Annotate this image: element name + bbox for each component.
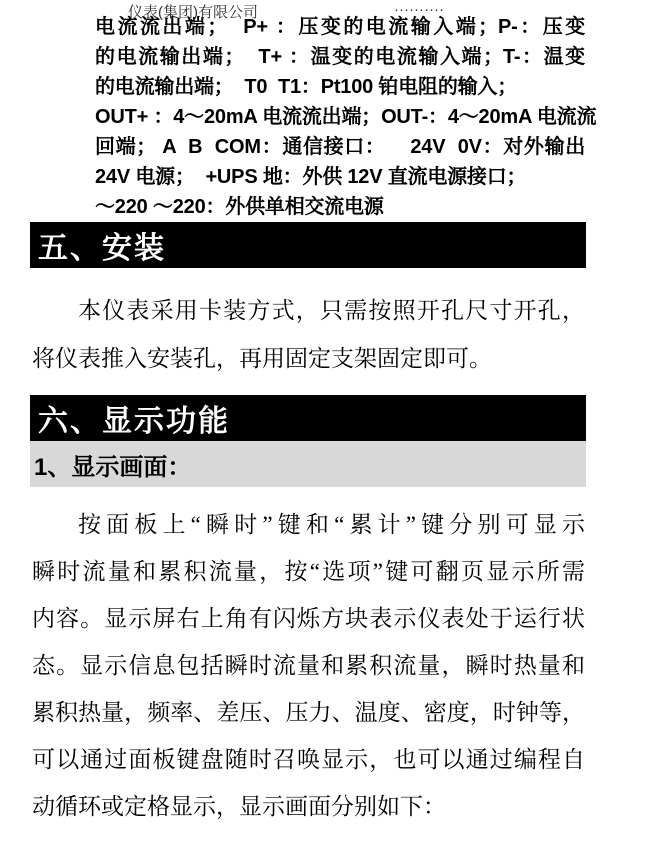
- body-line: 本仪表采用卡装方式，只需按照开孔尺寸开孔，: [78, 298, 585, 323]
- page-top-clipped-line: [128, 1, 444, 21]
- section-display-header: [30, 395, 586, 441]
- company-number-fragment: ··········: [394, 1, 444, 18]
- terminal-line: 的电流输出端； T0 T1：Pt100 铂电阻的输入；: [95, 76, 518, 98]
- terminal-line: 电流流出端； P+ ：压变的电流输入端；P-：压变: [95, 16, 585, 38]
- terminal-line: 回端； A B COM：通信接口： 24V 0V：对外输出: [95, 136, 585, 158]
- display-screen-subtitle: 1、显示画面：: [34, 453, 192, 481]
- section-display-title: 六、显示功能: [38, 405, 230, 438]
- body-line: 累积热量，频率、差压、压力、温度、密度，时钟等，: [32, 700, 585, 725]
- terminal-line: 的电流输出端； T+ ：温变的电流输入端；T-：温变: [95, 46, 585, 68]
- body-line: 瞬时流量和累积流量，按“选项”键可翻页显示所需: [32, 559, 585, 584]
- display-screen-subheader: [30, 441, 586, 487]
- install-paragraph: [32, 287, 585, 383]
- terminal-line: OUT+ ：4～20mA 电流流出端；OUT-：4～20mA 电流流: [95, 106, 597, 128]
- body-line: 态。显示信息包括瞬时流量和累积流量，瞬时热量和: [32, 653, 585, 678]
- terminal-line: 24V 电源； +UPS 地：外供 12V 直流电源接口；: [95, 166, 527, 188]
- display-paragraph: [32, 501, 585, 830]
- body-line: 动循环或定格显示，显示画面分别如下：: [32, 794, 446, 819]
- body-line: 内容。显示屏右上角有闪烁方块表示仪表处于运行状: [32, 606, 585, 631]
- section-install-header: [30, 222, 586, 268]
- company-name-fragment: 仪表(集团)有限公司: [128, 4, 258, 21]
- section-install-title: 五、安装: [38, 232, 166, 265]
- body-line: 可以通过面板键盘随时召唤显示，也可以通过编程自: [32, 747, 585, 772]
- body-line: 将仪表推入安装孔，再用固定支架固定即可。: [32, 346, 492, 371]
- manual-page: [0, 1, 668, 843]
- body-line: 按面板上“瞬时”键和“累计”键分别可显示: [78, 512, 585, 537]
- terminal-line: ～220 ～220：外供单相交流电源: [95, 196, 384, 218]
- terminal-description-block: [95, 12, 597, 222]
